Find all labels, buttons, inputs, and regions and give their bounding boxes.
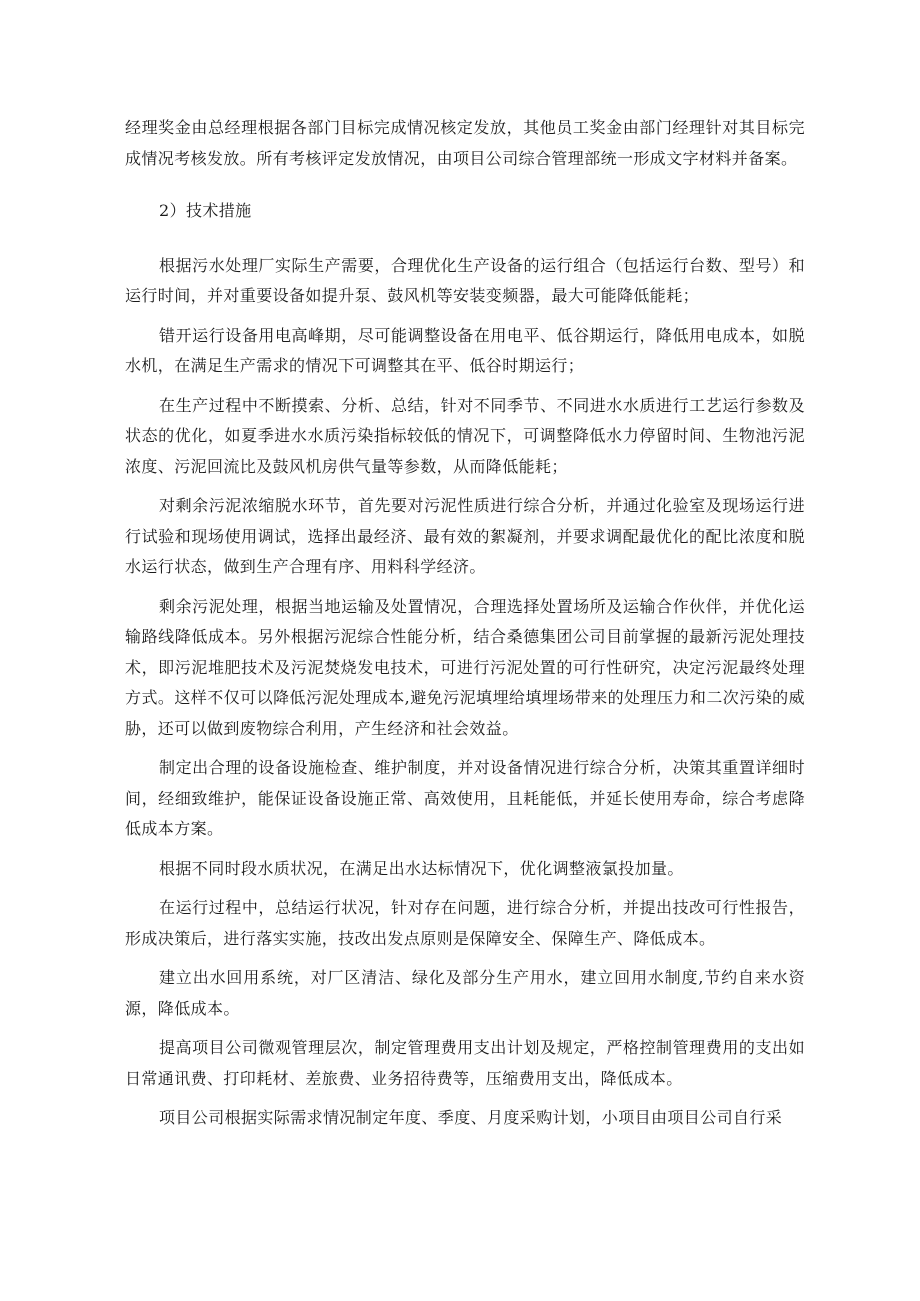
paragraph-bonus-assessment: 经理奖金由总经理根据各部门目标完成情况核定发放，其他员工奖金由部门经理针对其目标完成情况考核发放。所有考核评定发放情况，由项目公司综合管理部统一形成文字材料并备案。 (125, 118, 805, 168)
paragraph-sludge-dewatering: 对剩余污泥浓缩脱水环节，首先要对污泥性质进行综合分析，并通过化验室及现场运行进行试验和现场使用调试，选择出最经济、最有效的絮凝剂，并要求调配最优化的配比浓度和脱水运行状态，做到生产合理有序、用料科学经济。 (125, 496, 805, 576)
paragraph-water-reuse: 建立出水回用系统，对厂区清洁、绿化及部分生产用水，建立回用水制度,节约自来水资源，降低成本。 (125, 968, 805, 1018)
paragraph-equipment-optimization: 根据污水处理厂实际生产需要，合理优化生产设备的运行组合（包括运行台数、型号）和运行时间，并对重要设备如提升泵、鼓风机等安装变频器，最大可能降低能耗； (125, 255, 805, 305)
paragraph-chlorine-dosing: 根据不同时段水质状况，在满足出水达标情况下，优化调整液氯投加量。 (159, 858, 684, 878)
section-heading-technical-measures: 2）技术措施 (159, 201, 252, 220)
paragraph-maintenance-system: 制定出合理的设备设施检查、维护制度，并对设备情况进行综合分析，决策其重置详细时间，经细致维护，能保证设备设施正常、高效使用，且耗能低，并延长使用寿命，综合考虑降低成本方案。 (125, 758, 805, 838)
paragraph-process-parameters: 在生产过程中不断摸索、分析、总结，针对不同季节、不同进水水质进行工艺运行参数及状态的优化，如夏季进水水质污染指标较低的情况下，可调整降低水力停留时间、生物池污泥浓度、污泥回流比及鼓风机房供气量等参数，从而降低能耗； (125, 395, 805, 476)
paragraph-technical-renovation: 在运行过程中，总结运行状况，针对存在问题，进行综合分析，并提出技改可行性报告，形成决策后，进行落实实施，技改出发点原则是保障安全、保障生产、降低成本。 (125, 898, 805, 948)
paragraph-sludge-disposal: 剩余污泥处理，根据当地运输及处置情况，合理选择处置场所及运输合作伙伴，并优化运输路线降低成本。另外根据污泥综合性能分析，结合桑德集团公司目前掌握的最新污泥处理技术，即污泥堆肥技术及污泥焚烧发电技术，可进行污泥处置的可行性研究，决定污泥最终处理方式。这样不仅可以降低污泥处理成本,避免污泥填埋给填埋场带来的处理压力和二次污染的威胁，还可以做到废物综合利用，产生经济和社会效益。 (125, 596, 805, 738)
document-page (125, 113, 805, 1134)
paragraph-management-costs: 提高项目公司微观管理层次，制定管理费用支出计划及规定，严格控制管理费用的支出如日常通讯费、打印耗材、差旅费、业务招待费等，压缩费用支出，降低成本。 (125, 1038, 805, 1088)
paragraph-procurement-plan: 项目公司根据实际需求情况制定年度、季度、月度采购计划，小项目由项目公司自行采 (159, 1108, 783, 1127)
paragraph-off-peak-operation: 错开运行设备用电高峰期，尽可能调整设备在用电平、低谷期运行，降低用电成本，如脱水机，在满足生产需求的情况下可调整其在平、低谷时期运行； (125, 325, 805, 375)
